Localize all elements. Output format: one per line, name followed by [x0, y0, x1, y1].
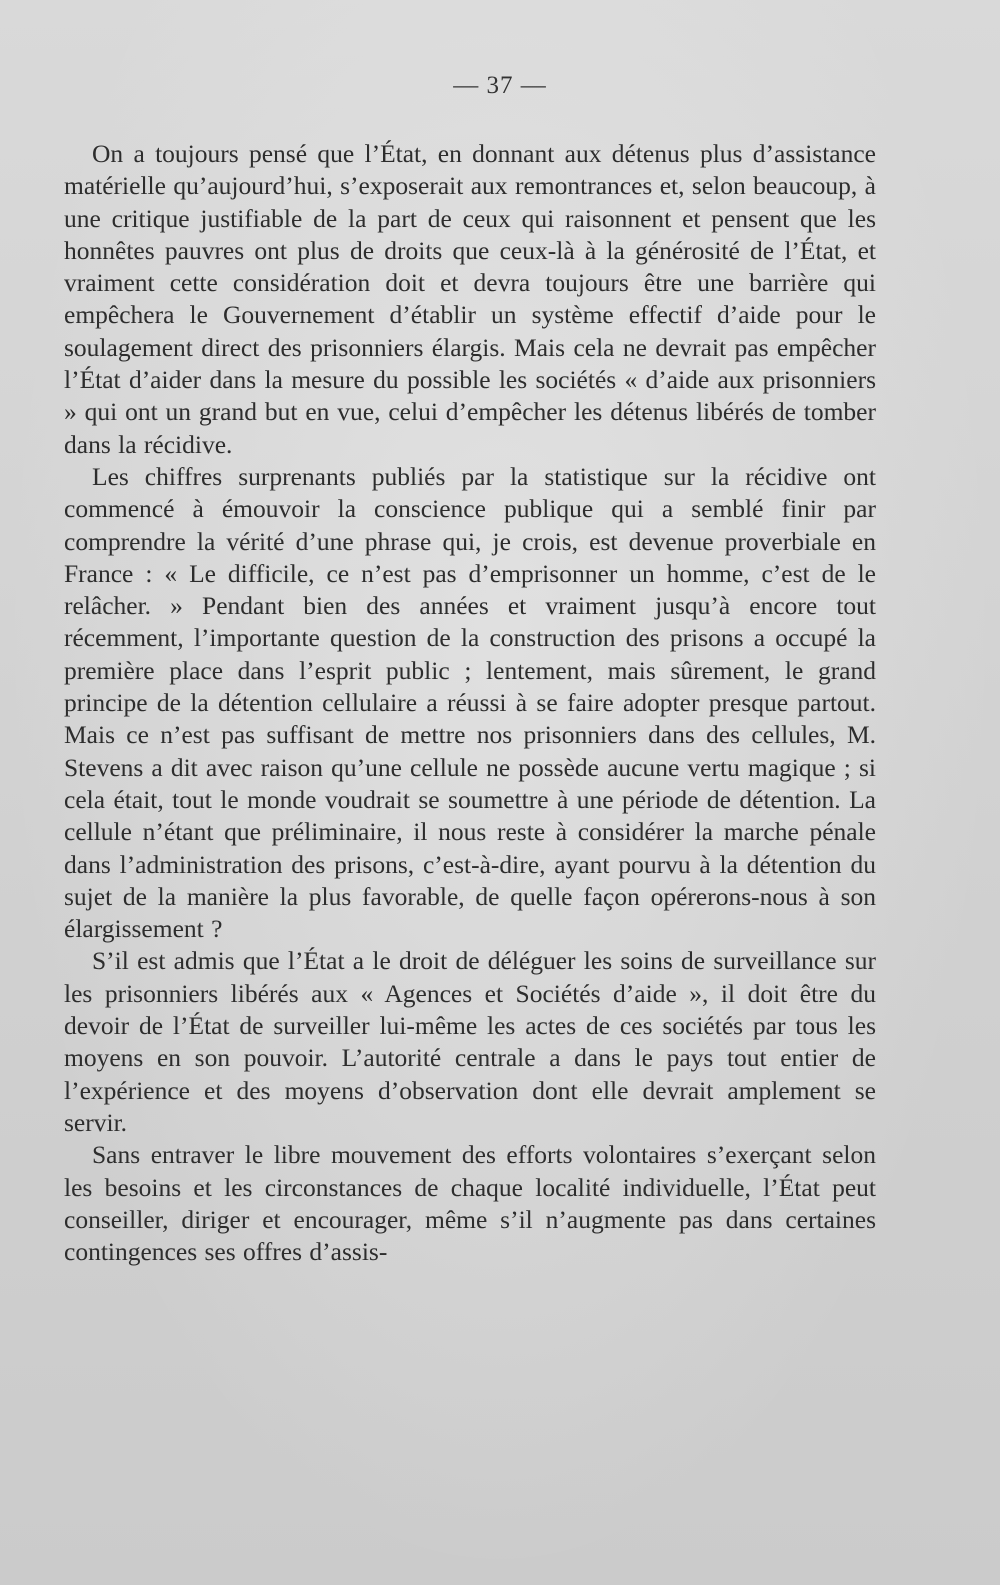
paragraph-3: S’il est admis que l’État a le droit de déléguer les soins de surveillance sur les prisonniers libérés aux « Agences et Sociétés d’aide », il doit être du devoir de l’État de surveiller lui-même les actes de ces sociétés par tous les moyens en son pouvoir. L’autorité centrale a dans le pays tout entier de l’expérience et des moyens d’observation dont elle devrait amplement se servir.	[64, 946, 876, 1137]
paragraph-2: Les chiffres surprenants publiés par la statistique sur la récidive ont commencé à émouvoir la conscience publique qui a semblé finir par comprendre la vérité d’une phrase qui, je crois, est devenue proverbiale en France : « Le difficile, ce n’est pas d’emprisonner un homme, c’est de le relâcher. » Pendant bien des années et vraiment jusqu’à encore tout récemment, l’importante question de la construction des prisons a occupé la première place dans l’esprit public ; lentement, mais sûrement, le grand principe de la détention cellulaire a réussi à se faire adopter presque partout. Mais ce n’est pas suffisant de mettre nos prisonniers dans des cellules, M. Stevens a dit avec raison qu’une cellule ne possède aucune vertu magique ; si cela était, tout le monde voudrait se soumettre à une période de détention. La cellule n’étant que préliminaire, il nous reste à considérer la marche pénale dans l’administration des prisons, c’est-à-dire, ayant pourvu à la détention du sujet de la manière la plus favorable, de quelle façon opérerons-nous à son élargissement ?	[64, 461, 876, 944]
page-number: — 37 —	[453, 72, 547, 99]
body-text	[64, 138, 876, 1268]
paragraph-4: Sans entraver le libre mouvement des efforts volontaires s’exerçant selon les besoins et les circonstances de chaque localité individuelle, l’État peut conseiller, diriger et encourager, même s’il n’augmente pas dans certaines contingences ses offres d’assis-	[64, 1140, 876, 1267]
paragraph-1: On a toujours pensé que l’État, en donnant aux détenus plus d’assistance matérielle qu’aujourd’hui, s’exposerait aux remontrances et, selon beaucoup, à une critique justifiable de la part de ceux qui raisonnent et pensent que les honnêtes pauvres ont plus de droits que ceux-là à la générosité de l’État, et vraiment cette considération doit et devra toujours être une barrière qui empêchera le Gouvernement d’établir un système effectif d’aide pour le soulagement direct des prisonniers élargis. Mais cela ne devrait pas empêcher l’État d’aider dans la mesure du possible les sociétés « d’aide aux prisonniers » qui ont un grand but en vue, celui d’empêcher les détenus libérés de tomber dans la récidive.	[64, 139, 876, 459]
